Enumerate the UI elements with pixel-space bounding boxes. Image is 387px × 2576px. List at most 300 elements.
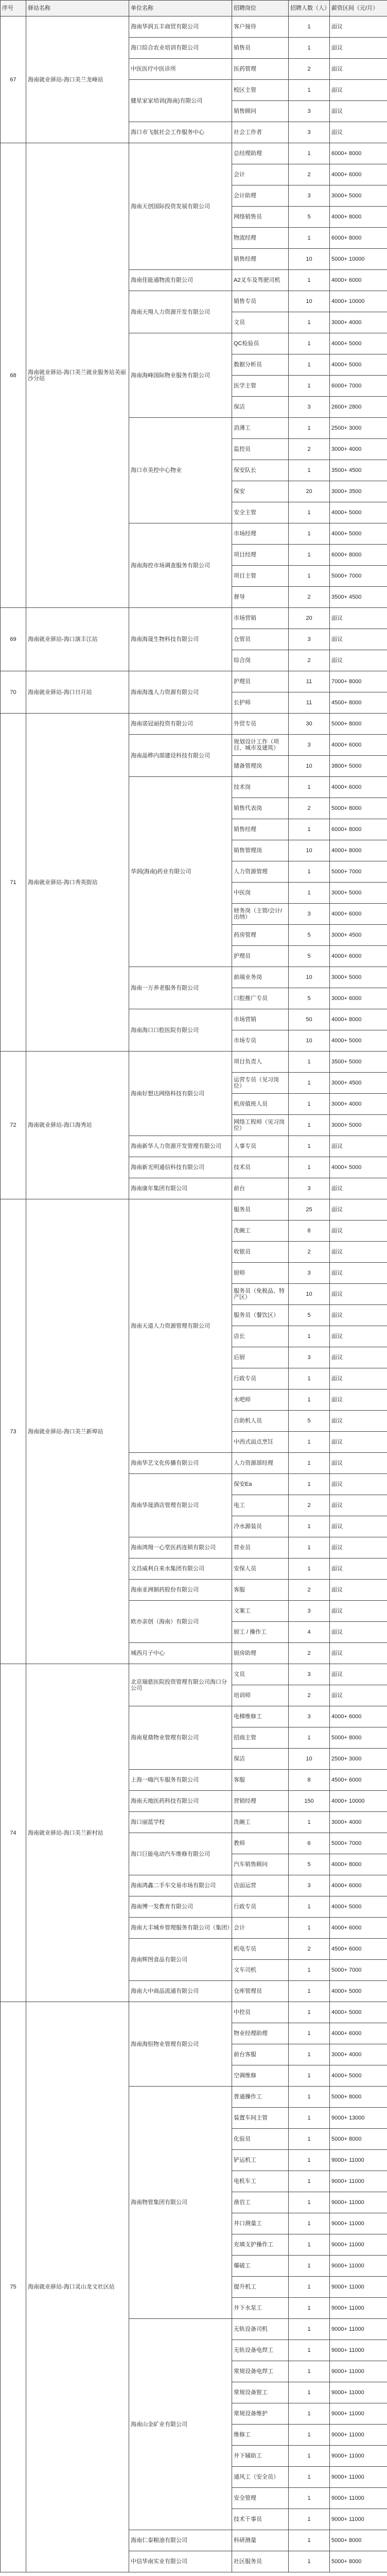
job-position: 化验员 (232, 2129, 289, 2150)
job-salary: 3800+ 5000 (330, 756, 387, 777)
company-name: 海南好想达网络科技有限公司 (129, 1052, 232, 1136)
job-salary: 4000+ 5000 (330, 2002, 387, 2023)
job-position: 督导 (232, 587, 289, 608)
job-position: 人力资源部经理 (232, 1453, 289, 1474)
job-position: 机房值班人员 (232, 1094, 289, 1115)
company-name: 海南天创国际投资发展有限公司 (129, 143, 232, 270)
company-name: 海南大丰城乡管理服务有限公司（集团） (129, 1918, 232, 1939)
job-count: 1 (289, 1389, 330, 1411)
job-position: 服务员（餐饮区） (232, 1305, 289, 1326)
header-position: 招聘岗位 (232, 1, 289, 16)
job-count: 1 (289, 333, 330, 354)
job-salary: 面议 (330, 1643, 387, 1664)
job-position: 销售代表岗 (232, 798, 289, 819)
job-count: 10 (289, 1284, 330, 1305)
table-row (1, 671, 387, 692)
station-name: 海南就业驿站-海口海秀站 (26, 1052, 129, 1199)
job-salary: 3500+ 4500 (330, 587, 387, 608)
company-name: 海南新光明通信科技有限公司 (129, 1157, 232, 1178)
job-count: 2 (289, 1685, 330, 1706)
job-salary: 面议 (330, 1178, 387, 1199)
company-name: 海口综合农业培训有限公司 (129, 38, 232, 59)
job-count: 1 (289, 861, 330, 883)
job-salary: 5000+ 7000 (330, 1833, 387, 1854)
job-count: 1 (289, 2256, 330, 2277)
station-seq: 68 (1, 143, 26, 608)
job-salary: 3000+ 5000 (330, 1115, 387, 1136)
job-count: 1 (289, 2002, 330, 2023)
job-salary: 面议 (330, 1221, 387, 1242)
job-position: 销售经理 (232, 819, 289, 840)
job-position: 凿岩工 (232, 2192, 289, 2213)
job-count: 1 (289, 1326, 330, 1347)
job-count: 1 (289, 418, 330, 439)
job-salary: 6000+ 8000 (330, 819, 387, 840)
job-salary: 面议 (330, 1516, 387, 1537)
job-salary: 9000+ 11000 (330, 2467, 387, 2488)
job-position: 长护师 (232, 692, 289, 714)
job-salary: 5000+ 10000 (330, 249, 387, 270)
job-salary: 面议 (330, 650, 387, 671)
company-name: 海南鸿翔一心堂医药连锁有限公司 (129, 1537, 232, 1558)
job-count: 1 (289, 2044, 330, 2065)
job-position: 营销经理 (232, 1791, 289, 1812)
job-salary: 4000+ 5000 (330, 354, 387, 376)
company-name: 海南物管集团有限公司 (129, 2087, 232, 2319)
job-count: 1 (289, 1537, 330, 1558)
job-position: 物流经理 (232, 228, 289, 249)
job-salary: 面议 (330, 1580, 387, 1601)
job-count: 1 (289, 1432, 330, 1453)
job-position: 洗碗工 (232, 1812, 289, 1833)
job-position: 井下辅助工 (232, 2446, 289, 2467)
job-count: 20 (289, 481, 330, 502)
job-count: 1 (289, 1157, 330, 1178)
job-position: 服务员（免税品、特产区） (232, 1284, 289, 1305)
job-position: 电梯维修工 (232, 1706, 289, 1727)
company-name: 海南诺冠丽投资有限公司 (129, 714, 232, 735)
job-count: 1 (289, 2277, 330, 2298)
job-salary: 面议 (330, 59, 387, 80)
job-position: 爆破工 (232, 2256, 289, 2277)
job-position: 数据分析员 (232, 354, 289, 376)
job-salary: 4000+ 5000 (330, 1981, 387, 2002)
job-position: 无轨设备司机 (232, 2319, 289, 2340)
job-salary: 3500+ 4500 (330, 460, 387, 481)
job-position: 外贸专员 (232, 714, 289, 735)
job-count: 1 (289, 2213, 330, 2234)
job-count: 3 (289, 1347, 330, 1368)
job-position: 行政专员 (232, 1896, 289, 1918)
job-salary: 4500+ 6000 (330, 1770, 387, 1791)
job-salary: 5000+ 8000 (330, 2129, 387, 2150)
job-position: 项目经理 (232, 545, 289, 566)
job-position: 网络销售员 (232, 207, 289, 228)
company-name: 海南海口口腔医院有限公司 (129, 1009, 232, 1052)
job-position: 安全管理 (232, 2488, 289, 2509)
table-row (1, 2002, 387, 2023)
job-salary: 4000+ 6000 (330, 735, 387, 756)
job-position: 客服 (232, 1770, 289, 1791)
job-count: 1 (289, 1516, 330, 1537)
job-salary: 4000+ 8000 (330, 1009, 387, 1030)
company-name: 海南夏鼎物业管理有限公司 (129, 1706, 232, 1770)
job-position: 财务岗（主管/会计/出纳） (232, 904, 289, 925)
job-salary: 面议 (330, 1389, 387, 1411)
header-count: 招聘人数（人） (289, 1, 330, 16)
job-count: 1 (289, 523, 330, 545)
job-position: 社会工作者 (232, 122, 289, 143)
job-count: 2 (289, 1939, 330, 1960)
job-count: 1 (289, 270, 330, 291)
job-count: 1 (289, 2298, 330, 2319)
station-name: 海南就业驿站-海口演丰江站 (26, 608, 129, 671)
company-name: 海南鸿鑫二手车交易市场有限公司 (129, 1875, 232, 1896)
job-salary: 面议 (330, 80, 387, 101)
job-count: 1 (289, 1368, 330, 1389)
job-count: 2 (289, 650, 330, 671)
job-count: 5 (289, 925, 330, 946)
job-count: 1 (289, 1136, 330, 1157)
job-position: 项目主管 (232, 566, 289, 587)
company-name: 海南新华人力资源开发管理有限公司 (129, 1136, 232, 1157)
job-salary: 面议 (330, 101, 387, 122)
job-count: 4 (289, 1622, 330, 1643)
job-count: 3 (289, 185, 330, 207)
table-row (1, 16, 387, 38)
job-salary: 5000+ 8000 (330, 798, 387, 819)
station-name: 海南就业驿站-海口美兰龙峰站 (26, 16, 129, 143)
job-count: 1 (289, 143, 330, 164)
job-count: 1 (289, 2509, 330, 2530)
job-position: 服务员 (232, 1199, 289, 1221)
job-salary: 面议 (330, 1537, 387, 1558)
job-position: 铲运机工 (232, 2150, 289, 2171)
job-salary: 面议 (330, 629, 387, 650)
job-position: 仓库管理员 (232, 1981, 289, 2002)
job-count: 1 (289, 2108, 330, 2129)
job-position: 维修工 (232, 2425, 289, 2446)
company-name: 海南海晟生物科技有限公司 (129, 608, 232, 671)
table-header-row (1, 1, 387, 16)
job-salary: 4000+ 6000 (330, 164, 387, 185)
job-position: 常规设备维护 (232, 2403, 289, 2425)
job-count: 10 (289, 1030, 330, 1052)
job-count: 8 (289, 1221, 330, 1242)
job-position: 会计 (232, 164, 289, 185)
table-row (1, 608, 387, 629)
job-count: 3 (289, 735, 330, 756)
job-salary: 4000+ 8000 (330, 207, 387, 228)
job-salary: 面议 (330, 1284, 387, 1305)
job-salary: 7000+ 8000 (330, 671, 387, 692)
company-name: 城西月子中心 (129, 1643, 232, 1664)
station-seq: 72 (1, 1052, 26, 1199)
job-position: 仓管员 (232, 629, 289, 650)
company-name: 海南海峰国际物业服务有限公司 (129, 333, 232, 418)
job-position: 机电专员 (232, 1939, 289, 1960)
job-count: 1 (289, 2150, 330, 2171)
company-name: 海南海恒物业管理有限公司 (129, 2002, 232, 2087)
job-count: 30 (289, 714, 330, 735)
job-count: 1 (289, 2340, 330, 2361)
job-salary: 面议 (330, 1263, 387, 1284)
job-count: 10 (289, 840, 330, 861)
job-position: 教师 (232, 1833, 289, 1854)
job-salary: 9000+ 11000 (330, 2150, 387, 2171)
job-salary: 3000+ 4000 (330, 439, 387, 460)
job-salary: 面议 (330, 1474, 387, 1495)
job-salary: 面议 (330, 1601, 387, 1622)
job-count: 1 (289, 1094, 330, 1115)
job-count: 5 (289, 207, 330, 228)
job-count: 1 (289, 2551, 330, 2572)
station-seq: 74 (1, 1664, 26, 2002)
job-count: 11 (289, 692, 330, 714)
job-salary: 4500+ 6000 (330, 1939, 387, 1960)
job-count: 1 (289, 1115, 330, 1136)
job-count: 1 (289, 883, 330, 904)
company-name: 健星家家培训(海南)有限公司 (129, 80, 232, 122)
job-count: 3 (289, 904, 330, 925)
job-count: 1 (289, 2171, 330, 2192)
job-position: 会计助理 (232, 185, 289, 207)
job-salary: 5000+ 8000 (330, 714, 387, 735)
job-position: 总经理助理 (232, 143, 289, 164)
job-salary: 面议 (330, 1685, 387, 1706)
job-position: 运营专员（见习岗位） (232, 1073, 289, 1094)
job-position: 市场专员 (232, 1030, 289, 1052)
job-count: 1 (289, 1981, 330, 2002)
job-salary: 4000+ 5000 (330, 502, 387, 523)
job-salary: 3500+ 5000 (330, 1052, 387, 1073)
job-count: 10 (289, 756, 330, 777)
job-salary: 6000+ 8000 (330, 228, 387, 249)
job-count: 1 (289, 819, 330, 840)
job-position: 保安Ea (232, 1474, 289, 1495)
company-name: 海南华晟酒店管理有限公司 (129, 1474, 232, 1537)
job-count: 1 (289, 2446, 330, 2467)
job-salary: 4000+ 5000 (330, 1157, 387, 1178)
company-name: 海南博一发教育有限公司 (129, 1896, 232, 1918)
job-salary: 4000+ 6000 (330, 777, 387, 798)
job-count: 1 (289, 1073, 330, 1094)
job-salary: 9000+ 11000 (330, 2446, 387, 2467)
company-name: 上海一嗨汽车服务有限公司 (129, 1770, 232, 1791)
job-salary: 4000+ 5000 (330, 1896, 387, 1918)
job-count: 10 (289, 967, 330, 988)
job-salary: 面议 (330, 1558, 387, 1580)
job-count: 25 (289, 1199, 330, 1221)
job-count: 10 (289, 1749, 330, 1770)
job-position: 空调维修 (232, 2065, 289, 2087)
job-count: 2 (289, 1643, 330, 1664)
company-name: 海南天翔人力资源开发有限公司 (129, 291, 232, 333)
job-position: 销售管理岗 (232, 840, 289, 861)
job-salary: 4000+ 6000 (330, 1706, 387, 1727)
job-salary: 9000+ 11000 (330, 2361, 387, 2382)
job-salary: 3000+ 4000 (330, 1094, 387, 1115)
job-salary: 3000+ 5000 (330, 185, 387, 207)
job-count: 1 (289, 80, 330, 101)
job-position: 科研测量 (232, 2530, 289, 2551)
company-name: 海口巨能电动汽车维修有限公司 (129, 1833, 232, 1875)
job-position: 常规设备电焊工 (232, 2361, 289, 2382)
job-count: 1 (289, 1727, 330, 1749)
job-count: 1 (289, 1474, 330, 1495)
job-position: 自助机人员 (232, 1411, 289, 1432)
job-salary: 4000+ 6000 (330, 904, 387, 925)
job-position: 厨师 (232, 1263, 289, 1284)
station-seq: 73 (1, 1199, 26, 1664)
station-name: 海南就业驿站-海口灵山龙文社区站 (26, 2002, 129, 2572)
job-position: 井下水泵工 (232, 2298, 289, 2319)
job-position: 销售顾问 (232, 101, 289, 122)
job-count: 1 (289, 777, 330, 798)
job-count: 2 (289, 59, 330, 80)
job-count: 3 (289, 629, 330, 650)
job-count: 2 (289, 798, 330, 819)
job-position: 前端业务岗 (232, 967, 289, 988)
job-position: 物业经理助理 (232, 2023, 289, 2044)
job-count: 1 (289, 354, 330, 376)
job-position: 客服 (232, 1580, 289, 1601)
job-position: 监控员 (232, 439, 289, 460)
job-position: 药房管理 (232, 925, 289, 946)
job-position: 中西式面点烹饪 (232, 1432, 289, 1453)
company-name: 海南华艺文化传播有限公司 (129, 1453, 232, 1474)
job-salary: 4000+ 8000 (330, 840, 387, 861)
job-salary: 4000+ 5000 (330, 1030, 387, 1052)
table-row (1, 1052, 387, 1073)
station-name: 海南就业驿站-海口美兰新埠站 (26, 1199, 129, 1664)
job-salary: 4000+ 6000 (330, 270, 387, 291)
job-count: 1 (289, 1960, 330, 1981)
job-count: 1 (289, 2192, 330, 2213)
company-name: 海口丽蓝学校 (129, 1812, 232, 1833)
job-position: 招商主管 (232, 1727, 289, 1749)
job-count: 3 (289, 1664, 330, 1685)
job-salary: 面议 (330, 1326, 387, 1347)
job-position: 文员 (232, 312, 289, 333)
company-name: 海南晶桦内部建设科技有限公司 (129, 735, 232, 777)
job-position: 保安队长 (232, 460, 289, 481)
job-position: 安保人员 (232, 1558, 289, 1580)
job-count: 1 (289, 2065, 330, 2087)
job-count: 1 (289, 1558, 330, 1580)
job-position: 技术员 (232, 1157, 289, 1178)
job-salary: 5000+ 7000 (330, 861, 387, 883)
job-salary: 面议 (330, 16, 387, 38)
company-name: 文昌威利自来水集团有限公司 (129, 1558, 232, 1580)
job-position: 市场营销 (232, 608, 289, 629)
job-count: 3 (289, 1601, 330, 1622)
job-count: 3 (289, 122, 330, 143)
job-salary: 9000+ 11000 (330, 2192, 387, 2213)
job-count: 1 (289, 2467, 330, 2488)
job-salary: 9000+ 11000 (330, 2340, 387, 2361)
job-salary: 6000+ 8000 (330, 143, 387, 164)
company-name: 海口市美控中心物业 (129, 418, 232, 523)
job-position: 保安 (232, 481, 289, 502)
job-position: 销售员 (232, 38, 289, 59)
job-position: 储备管理岗 (232, 756, 289, 777)
station-seq: 70 (1, 671, 26, 714)
job-salary: 5000+ 7000 (330, 1960, 387, 1981)
company-name: 中信华南实业有限公司 (129, 2551, 232, 2572)
job-count: 10 (289, 249, 330, 270)
job-count: 1 (289, 2234, 330, 2256)
job-position: QC检验员 (232, 333, 289, 354)
station-seq: 69 (1, 608, 26, 671)
job-position: 电工 (232, 1495, 289, 1516)
company-name: 海南辉图食品有限公司 (129, 1939, 232, 1981)
job-position: 行政专员 (232, 1368, 289, 1389)
job-salary: 2500+ 3000 (330, 1749, 387, 1770)
job-salary: 4000+ 6000 (330, 1875, 387, 1896)
job-salary: 面议 (330, 1305, 387, 1326)
job-count: 1 (289, 460, 330, 481)
job-salary: 面议 (330, 1453, 387, 1474)
station-seq: 75 (1, 2002, 26, 2572)
company-name: 海南佳能通物流有限公司 (129, 270, 232, 291)
job-count: 1 (289, 566, 330, 587)
job-position: A2叉车及驾驶司机 (232, 270, 289, 291)
station-name: 海南就业驿站-海口美兰就业服务站美丽沙分站 (26, 143, 129, 608)
job-count: 5 (289, 1854, 330, 1875)
company-name: 海南山金矿业有限公司 (129, 2319, 232, 2530)
job-count: 1 (289, 2382, 330, 2403)
job-position: 人力资源管理 (232, 861, 289, 883)
company-name: 海南仁泰粮油有限公司 (129, 2530, 232, 2551)
job-count: 1 (289, 2319, 330, 2340)
job-salary: 4500+ 8000 (330, 692, 387, 714)
job-position: 护理员 (232, 946, 289, 967)
job-count: 3 (289, 1178, 330, 1199)
header-station: 驿站名称 (26, 1, 129, 16)
job-salary: 4000+ 5000 (330, 523, 387, 545)
job-salary: 3000+ 5000 (330, 967, 387, 988)
job-count: 2 (289, 1495, 330, 1516)
header-seq: 序号 (1, 1, 26, 16)
job-position: 社区服务员 (232, 2551, 289, 2572)
job-count: 1 (289, 2361, 330, 2382)
job-position: 后厨 (232, 1347, 289, 1368)
company-name: 海南华润五丰商贸有限公司 (129, 16, 232, 38)
job-position: 会计 (232, 1918, 289, 1939)
job-count: 1 (289, 502, 330, 523)
job-position: 厨房助理 (232, 1643, 289, 1664)
job-position: 厨工 / 操作工 (232, 1622, 289, 1643)
job-count: 11 (289, 671, 330, 692)
company-name: 海南海逸人力资源有限公司 (129, 671, 232, 714)
job-salary: 2600+ 2800 (330, 397, 387, 418)
job-salary: 9000+ 11000 (330, 2509, 387, 2530)
job-position: 营业员 (232, 1537, 289, 1558)
job-count: 3 (289, 1706, 330, 1727)
job-count: 1 (289, 545, 330, 566)
job-position: 校区主管 (232, 80, 289, 101)
job-position: 无轨设备电焊工 (232, 2340, 289, 2361)
job-salary: 9000+ 11000 (330, 2213, 387, 2234)
job-salary: 3000+ 4000 (330, 312, 387, 333)
job-position: 装置车间主管 (232, 2108, 289, 2129)
job-salary: 9000+ 11000 (330, 2488, 387, 2509)
job-count: 8 (289, 1770, 330, 1791)
job-salary: 面议 (330, 1368, 387, 1389)
job-count: 1 (289, 2403, 330, 2425)
job-salary: 9000+ 11000 (330, 2382, 387, 2403)
